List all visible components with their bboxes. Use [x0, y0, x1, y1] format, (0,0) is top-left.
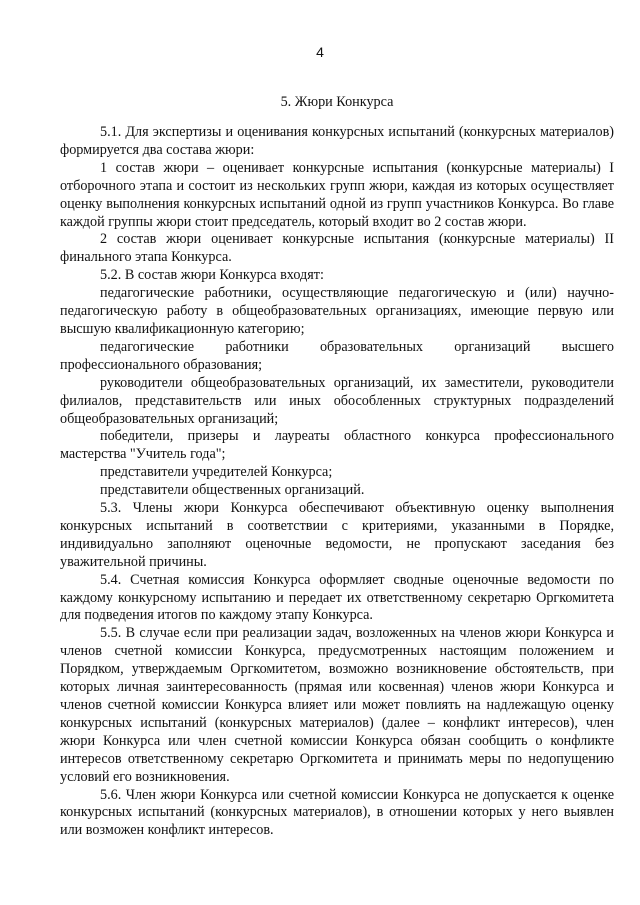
list-item-founders-representatives: представители учредителей Конкурса; [100, 464, 333, 481]
list-item-higher-education-workers: педагогические работники образовательных организаций высшего профессионального образования; [60, 338, 614, 373]
page-number: 4 [316, 44, 324, 60]
paragraph-5-1: 5.1. Для экспертизы и оценивания конкурсных испытаний (конкурсных материалов) формируется два состава жюри: [60, 124, 614, 158]
document-body [60, 124, 614, 840]
paragraph-5-3: 5.3. Члены жюри Конкурса обеспечивают объективную оценку выполнения конкурсных испытаний в соответствии с критериями, указанными в Порядке, индивидуально заполняют оценочные ведомости, не пропускают заседания без уважительной причины. [60, 500, 614, 570]
paragraph-5-4: 5.4. Счетная комиссия Конкурса оформляет сводные оценочные ведомости по каждому конкурсному испытанию и передает их ответственному секретарю Оргкомитета для подведения итогов по каждому этапу Конкурса. [60, 571, 614, 624]
paragraph-jury-composition-2: 2 состав жюри оценивает конкурсные испытания (конкурсные материалы) II финального этапа Конкурса. [60, 231, 614, 266]
section-title: 5. Жюри Конкурса [280, 94, 394, 110]
paragraph-jury-composition-1: 1 состав жюри – оценивает конкурсные испытания (конкурсные материалы) I отборочного этапа и состоит из нескольких групп жюри, каждая из которых осуществляет оценку выполнения конкурсных испытаний одной из групп участников Конкурса. Во главе каждой группы жюри стоит председатель, который входит во 2 состав жюри. [60, 159, 614, 230]
list-item-public-organizations: представители общественных организаций. [100, 482, 365, 499]
list-item-contest-winners: победители, призеры и лауреаты областного конкурса профессионального мастерства "Учитель года"; [60, 428, 614, 463]
paragraph-5-6: 5.6. Член жюри Конкурса или счетной комиссии Конкурса не допускается к оценке конкурсных испытаний (конкурсных материалов), в отношении которых у него выявлен или возможен конфликт интересов. [60, 786, 614, 839]
list-item-pedagogical-workers: педагогические работники, осуществляющие педагогическую и (или) научно-педагогическую работу в общеобразовательных организациях, имеющие первую или высшую квалификационную категорию; [60, 285, 614, 337]
paragraph-5-5: 5.5. В случае если при реализации задач, возложенных на членов жюри Конкурса и членов счетной комиссии Конкурса, предусмотренных настоящим положением и Порядком, утверждаемым Оргкомитетом, возможно возникновение обстоятельств, при которых личная заинтересованность (прямая или косвенная) членов жюри Конкурса и членов счетной комиссии Конкурса влияет или может повлиять на надлежащую оценку конкурсных испытаний (конкурсных материалов) (далее – конфликт интересов), член жюри Конкурса или член счетной комиссии Конкурса обязан сообщить о конфликте интересов ответственному секретарю Оргкомитета и принимать меры по недопущению условий его возникновения. [60, 625, 614, 785]
paragraph-5-2: 5.2. В состав жюри Конкурса входят: [100, 267, 324, 284]
list-item-school-leaders: руководители общеобразовательных организаций, их заместители, руководители филиалов, представительств или иных обособленных структурных подразделений общеобразовательных организаций; [60, 374, 614, 427]
